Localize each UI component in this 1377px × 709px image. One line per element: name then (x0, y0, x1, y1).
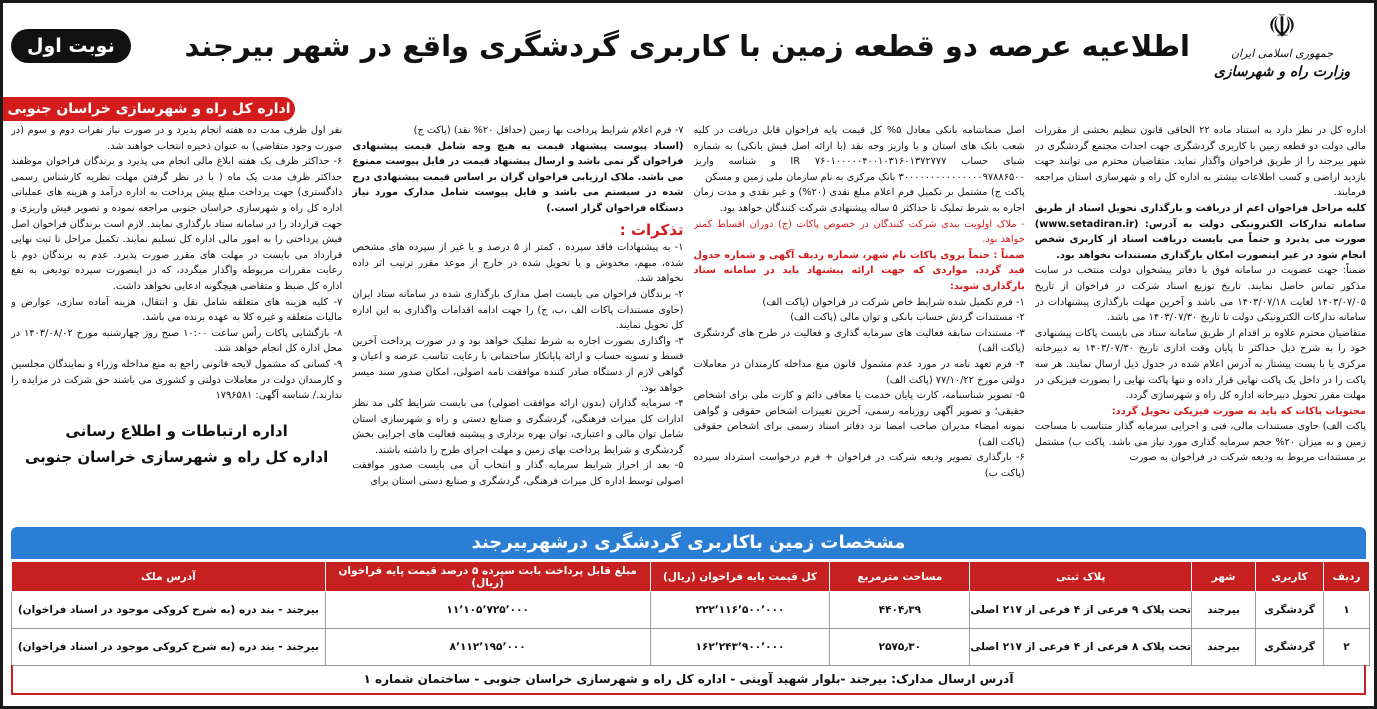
col1-p3: ضمناً: جهت عضویت در سامانه فوق با دفاتر پیشخوان دولت منتخب در سایت مذکور تماس حاصل نمایند. تاریخ توزیع اسناد شرکت در فراخوان از تاریخ ۱۴۰۳/۰۷/۰۵ لغایت ۱۴۰۳/۰۷/۱۸ می باشد و آخرین مهلت بارگذاری پیشنهادات در سامانه تدارکات الکترونیکی دولت تا تاریخ ۱۴۰۳/۰۷/۳۰ می باشد. (1034, 265, 1366, 324)
land-spec-table (11, 561, 1370, 666)
col1-p5: محتویات پاکات که باید به صورت فیزیکی تحویل گردد: (1111, 405, 1366, 417)
col1-p2: کلیه مراحل فراخوان اعم از دریافت و بارگذاری تحویل اسناد از طریق سامانه تدارکات الکترونیکی دولت به آدرس: (www.setadiran.ir) صورت می پذیرد و حتماً می بایست دریافت اسناد از کاربری شخص انجام شود در غیر اینصورت امکان بارگذاری مستندات نخواهد بود. (1034, 202, 1366, 261)
col1-p6: پاکت الف) حاوی مستندات مالی، فنی و اجرایی سرمایه گذار متناسب با مساحت زمین و به میزان ۲۰% حجم سرمایه گذاری مورد نیاز می باشد. پاکت ب) مشتمل بر مستندات مربوط به ودیعه شرکت در فراخوان به صورت (1034, 421, 1366, 464)
table-header-cell: پلاک ثبتی (970, 562, 1192, 592)
col2-p1: اصل ضمانتنامه بانکی معادل ۵% کل قیمت پایه فراخوان قابل دریافت در کلیه شعب بانک های استان و یا واریز وجه نقد (با ارائه اصل فیش بانکی) به شماره شبای حساب IR ۷۶۰۱۰۰۰۰۰۴۰۰۱۰۳۱۶۰۱۳۷۲۷۷۷ و شناسه واریز ۳۰۰۰۰۰۰۰۰۰۰۰۰۰۰۰۹۷۸۸۶۵۰۰ بانک مرکزی به نام سازمان ملی زمین و مسکن (693, 125, 1025, 183)
col4-p1: نفر اول ظرف مدت ده هفته انجام پذیرد و در صورت نیاز نفرات دوم و سوم (در صورت وجود متقاضی) به عنوان ذخیره انتخاب خواهند شد. (11, 125, 343, 152)
column-3 (352, 123, 683, 525)
table-cell: ۲۵۷۵٫۳۰ (830, 629, 970, 666)
ministry-logo (1202, 7, 1362, 99)
table-header-cell: شهر (1192, 562, 1256, 592)
col4-p2: ۶- حداکثر ظرف یک هفته ابلاغ مالی انجام می پذیرد و برندگان فراخوان موظفند حداکثر ظرف مدت یک ماه ( با در نظر گرفتن مهلت نظریه کارشناس رسمی دادگستری) جهت پرداخت مبلغ پیش پرداخت به اداره درآمد و هزینه های عملیاتی اداره کل راه و شهرسازی خراسان جنوبی مراجعه نموده و تصویر فیش واریزی و جهت قرارداد را در سامانه ستاد بارگذاری نمایند. لازم است برندگان فراخوان اصل فیش پرداختی را به امور مالی اداره کل تسلیم نمایند. تکمیل مراحل تا ثبت نهایی قرارداد می بایست در مهلت های مقرر صورت پذیرد. عدم به برندگان دوم با رعایت مقررات مربوطه واگذار میگردد، که در اینصورت سپرده تودیعی به نفع اداره کل ضبط و متقاضی هیچگونه ادعایی نخواهد داشت. (11, 156, 343, 292)
column-4 (11, 123, 342, 525)
col3-p1: ۷- فرم اعلام شرایط پرداخت بها زمین (حداقل ۲۰% نقد) (پاکت ج) (413, 125, 684, 136)
agency-banner: اداره کل راه و شهرسازی خراسان جنوبی (3, 97, 295, 121)
col4-p3: ۷- کلیه هزینه های متعلقه شامل نقل و انتقال، هزینه آماده سازی، عوارض و مالیات متعلقه و غیره کلا به عهده برنده می باشد. (11, 296, 343, 324)
table-cell: ۱۶۲٬۲۴۳٬۹۰۰٬۰۰۰ (650, 629, 830, 666)
col2-p7: ۳- مستندات سابقه فعالیت های سرمایه گذاری و فعالیت در طرح های گردشگری (پاکت الف) (693, 327, 1025, 355)
table-cell: تحت پلاک ۸ فرعی از ۴ فرعی از ۲۱۷ اصلی (970, 629, 1192, 666)
round-badge: نوبت اول (11, 29, 131, 63)
signoff-line1: اداره ارتباطات و اطلاع رسانی (65, 421, 288, 440)
table-row (12, 592, 1370, 629)
table-header-cell: آدرس ملک (12, 562, 326, 592)
table-cell: بیرجند - بند دره (به شرح کروکی موجود در اسناد فراخوان) (12, 592, 326, 629)
col3-p4: ۲- برندگان فراخوان می بایست اصل مدارک بارگذاری شده در سامانه ستاد ایران (حاوی مستندات پاکات الف ،ب، ج) را جهت ادامه اقدامات واگذاری به این اداره کل تحویل نمایند. (352, 288, 684, 332)
table-cell: گردشگری (1256, 592, 1324, 629)
col3-p3: ۱- به پیشنهادات فاقد سپرده ، کمتر از ۵ درصد و یا غیر از سپرده های مشخص شده، مبهم، مخدوش و یا تحویل شده در خارج از موعد مقرر ترتیب اثر داده نخواهد شد. (352, 242, 684, 285)
table-header-cell: مساحت مترمربع (830, 562, 970, 592)
body-columns (11, 123, 1366, 525)
logo-line2: وزارت راه و شهرسازی (1213, 64, 1351, 80)
table-header-cell: ردیف (1324, 562, 1370, 592)
table-header-cell: کل قیمت پایه فراخوان (ریال) (650, 562, 830, 592)
title-row (11, 17, 1190, 75)
signoff (11, 418, 342, 470)
header (7, 7, 1370, 99)
table-header-row (12, 562, 1370, 592)
table-cell: ۱ (1324, 592, 1370, 629)
col2-p2: پاکت ج) مشتمل بر تکمیل فرم اعلام مبلغ نقدی (۲۰%) و غیر نقدی و مدت زمان اجاره به شرط تملیک تا حداکثر ۵ ساله پیشنهادی شرکت کنندگان خواهد بود. (693, 187, 1025, 214)
col3-p6: ۴- سرمایه گذاران (بدون ارائه موافقت اصولی) می بایست شرایط کلی مد نظر ادارات کل میراث فرهنگی، گردشگری و صنایع دستی و راه و شهرسازی استان شامل توان مالی و اعتباری، توان بهره برداری و پیشینه فعالیت های اجرایی بخش گردشگری و شرایط پرداخت بهای زمین و مهلت اجرای طرح را داشته باشند. (352, 398, 684, 456)
col2-p4: ضمناً : حتماً بروی پاکات نام شهر، شماره ردیف آگهی و شماره جدول قید گردد. مواردی که جهت ارائه پیشنهاد باید در سامانه ستاد بارگذاری شوند: (693, 249, 1025, 292)
table-cell: بیرجند - بند دره (به شرح کروکی موجود در اسناد فراخوان) (12, 629, 326, 666)
table-title: مشخصات زمین باکاربری گردشگری درشهربیرجند (11, 527, 1366, 559)
col2-p8: ۴- فرم تعهد نامه در مورد عدم مشمول قانون منع مداخله کارمندان در معاملات دولتی مورخ ۷۷/۱۰/۲۲ (پاکت الف) (693, 358, 1025, 386)
col2-p3: - ملاک اولویت بندی شرکت کنندگان در خصوص پاکات (ج) دوران اقساط کمتر خواهد بود. (693, 218, 1025, 246)
col1-p1: اداره کل در نظر دارد به استناد ماده ۲۲ الحاقی قانون تنظیم بخشی از مقررات مالی دولت دو قطعه زمین با کاربری گردشگری جهت احداث مجتمع گردشگری در شهر بیرجند را از طریق فراخوان واگذار نماید. متقاضیان محترم می توانند جهت بازدید اراضی و کسب اطلاعات بیشتر به اداره کل راه و شهرسازی استان مراجعه فرمایند. (1034, 125, 1366, 199)
table-cell: ۸٬۱۱۲٬۱۹۵٬۰۰۰ (325, 629, 650, 666)
table-cell: ۲۲۲٬۱۱۶٬۵۰۰٬۰۰۰ (650, 592, 830, 629)
table-cell: ۴۴۰۴٫۳۹ (830, 592, 970, 629)
col3-p7: ۵- بعد از احراز شرایط سرمایه گذار و انتخاب آن می بایست صدور موافقت اصولی توسط اداره کل میراث فرهنگی، گردشگری و صنایع دستی استان برای (352, 460, 684, 488)
col2-p10: ۶- بارگذاری تصویر ودیعه شرکت در فراخوان + فرم درخواست استرداد سپرده (پاکت ب) (693, 452, 1025, 480)
col2-p5: ۱- فرم تکمیل شده شرایط خاص شرکت در فراخوان (پاکت الف) (762, 296, 1025, 308)
notes-title: تذکرات : (619, 220, 684, 239)
table-header-cell: کاربری (1256, 562, 1324, 592)
table-cell: بیرجند (1192, 629, 1256, 666)
submission-address: آدرس ارسال مدارک: بیرجند -بلوار شهید آوینی - اداره کل راه و شهرسازی خراسان جنوبی - ساختمان شماره ۱ (11, 665, 1366, 695)
col3-p5: ۳- واگذاری بصورت اجاره به شرط تملیک خواهد بود و در صورت پرداخت آخرین قسط و تسویه حساب و ارائه پایانکار ساختمانی با رعایت تناسب عرصه و اعیان و گواهی لازم از دستگاه صادر کننده موافقت نامه اصولی، امکان صدور سند میسر خواهد بود. (352, 335, 684, 394)
logo-line1: جمهوری اسلامی ایران (1230, 47, 1334, 60)
signoff-line2: اداره کل راه و شهرسازی خراسان جنوبی (25, 447, 329, 466)
col2-p9: ۵- تصویر شناسنامه، کارت پایان خدمت یا معافی دائم و کارت ملی برای اشخاص حقیقی؛ و تصویر آگهی روزنامه رسمی، آخرین تغییرات اشخاص حقوقی و گواهی نمونه امضاء مدیران صاحب امضا نزد دفاتر اسناد رسمی برای اشخاص حقوقی (پاکت الف) (693, 390, 1025, 448)
column-2 (694, 123, 1025, 525)
table-cell: ۲ (1324, 629, 1370, 666)
table-cell: تحت پلاک ۹ فرعی از ۴ فرعی از ۲۱۷ اصلی (970, 592, 1192, 629)
col2-p6: ۲- مستندات گردش حساب بانکی و توان مالی (پاکت الف) (790, 312, 1025, 324)
column-1 (1035, 123, 1366, 525)
table-header-cell: مبلغ قابل پرداخت بابت سپرده ۵ درصد قیمت پایه فراخوان (ریال) (325, 562, 650, 592)
table-cell: ۱۱٬۱۰۵٬۷۲۵٬۰۰۰ (325, 592, 650, 629)
col4-p4: ۸- بازگشایی پاکات رأس ساعت ۱۰:۰۰ صبح روز چهارشنبه مورخ ۱۴۰۳/۰۸/۰۲ در محل اداره کل انجام خواهد شد. (11, 327, 343, 355)
col3-p2: (اسناد پیوست پیشنهاد قیمت به هیچ وجه شامل قیمت پیشنهادی فراخوان گر نمی باشد و ارسال پیشنهاد قیمت در فایل پیوست ممنوع می باشد. ملاک ارزیابی فراخوان گران بر اساس قیمت پیشنهادی درج شده در سیستم می باشد و فایل پیوست شامل مدارک مورد نیاز دستگاه فراخوان گزار است.) (352, 140, 684, 214)
iran-emblem-icon: ☫ (1267, 7, 1297, 45)
col1-p4: متقاضیان محترم علاوه بر اقدام از طریق سامانه ستاد می بایست پاکات پیشنهادی خود را به شرح ذیل حداکثر تا پایان وقت اداری تاریخ ۱۴۰۳/۰۷/۳۰ به دبیرخانه مرکزی یا با پست پیشتاز به آدرس اعلام شده در جدول ذیل ارسال نمایند. هر سه پاکت را در داخل یک پاکت نهایی قرار داده و تنها پاکت نهایی را بصورت فیزیکی در مهلت مقرر تحویل دبیرخانه اداره کل راه و شهرسازی گردد. (1034, 327, 1366, 402)
table-row (12, 629, 1370, 666)
table-cell: گردشگری (1256, 629, 1324, 666)
page-title: اطلاعیه عرصه دو قطعه زمین با کاربری گردشگری واقع در شهر بیرجند (184, 29, 1190, 63)
table-cell: بیرجند (1192, 592, 1256, 629)
col4-p5: ۹- کسانی که مشمول لایحه قانونی راجع به منع مداخله وزراء و نمایندگان مجلسین و کارمندان دولت در معاملات دولتی و کشوری می باشند حق شرکت در مزایده را ندارند./ شناسه آگهی: ۱۷۹۶۵۸۱ (11, 358, 343, 402)
